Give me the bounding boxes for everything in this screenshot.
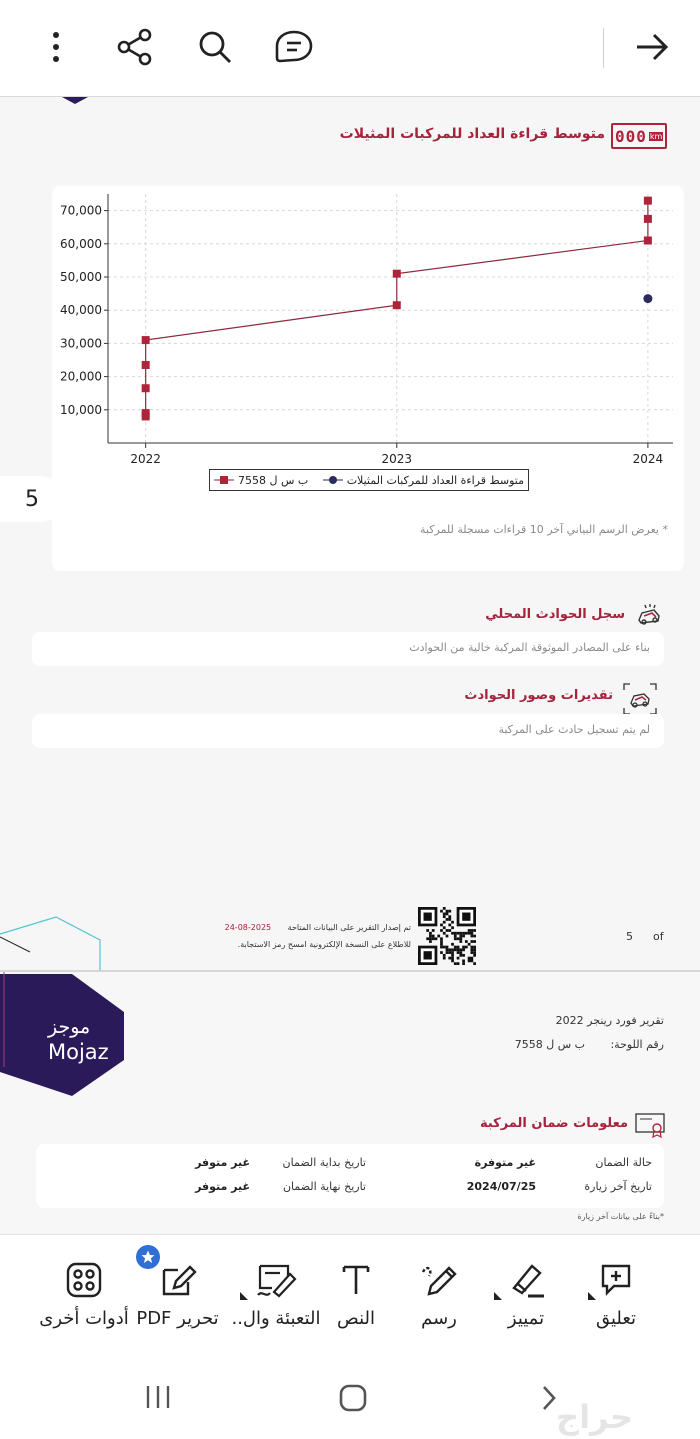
chart-footnote: * يعرض الرسم البياني آخر 10 قراءات مسجلة للمركبة xyxy=(420,523,668,536)
warranty-end-value: غير متوفر xyxy=(195,1180,250,1193)
report-page-6 xyxy=(0,972,700,1234)
tool-edit-pdf-label: تحرير PDF xyxy=(136,1308,219,1329)
edit-pdf-icon xyxy=(158,1262,198,1298)
local-accidents-card xyxy=(32,632,664,666)
logo-text-ar: موجز xyxy=(48,1016,91,1038)
data-point-plate xyxy=(644,197,652,205)
y-tick-label: 20,000 xyxy=(60,369,102,384)
tool-highlight[interactable] xyxy=(495,1262,557,1342)
tool-text-label: النص xyxy=(337,1308,375,1329)
premium-star-badge xyxy=(136,1245,160,1269)
search-icon[interactable] xyxy=(193,24,237,70)
data-point-plate xyxy=(644,236,652,244)
data-point-plate xyxy=(393,270,401,278)
text-icon xyxy=(340,1262,372,1298)
accident-estimates-card xyxy=(32,714,664,748)
last-visit-label: تاريخ آخر زيارة xyxy=(584,1180,652,1193)
home-icon[interactable] xyxy=(338,1383,368,1413)
x-tick-label: 2022 xyxy=(130,452,161,466)
data-point-plate xyxy=(644,215,652,223)
accident-estimates-text: لم يتم تسجيل حادث على المركبة xyxy=(498,723,650,736)
local-accidents-title: سجل الحوادث المحلي xyxy=(485,607,625,622)
tool-highlight-label: تمييز xyxy=(507,1308,545,1329)
top-app-bar xyxy=(0,0,700,97)
page-corner-mark xyxy=(62,97,88,105)
star-icon xyxy=(141,1250,155,1264)
toolbar-divider xyxy=(603,28,604,68)
report-date: 2025-08-24 xyxy=(224,923,272,932)
data-point-plate xyxy=(142,361,150,369)
recents-icon[interactable] xyxy=(144,1384,172,1410)
page-indicator[interactable]: 5 xyxy=(0,476,64,522)
pen-icon xyxy=(419,1262,459,1298)
decorative-hexagons xyxy=(0,912,110,972)
tool-text[interactable] xyxy=(325,1262,387,1342)
tool-more-tools-label: أدوات أخرى xyxy=(39,1308,129,1329)
expand-indicator-icon xyxy=(494,1292,502,1300)
accident-estimates-title: تقديرات وصور الحوادث xyxy=(464,688,613,703)
tool-comment[interactable] xyxy=(585,1262,647,1342)
add-comment-icon xyxy=(598,1262,634,1298)
data-point-plate xyxy=(142,409,150,417)
tool-more-tools[interactable] xyxy=(38,1262,130,1342)
warranty-start-label: تاريخ بداية الضمان xyxy=(282,1156,366,1169)
footer-of-label: of xyxy=(653,930,664,943)
tool-fill-sign[interactable] xyxy=(226,1262,326,1342)
y-tick-label: 50,000 xyxy=(60,270,102,284)
report-issue-text: تم إصدار التقرير على البيانات المتاحة xyxy=(287,923,411,932)
legend-label-plate: ب س ل 7558 xyxy=(238,473,309,487)
warranty-status-value: غير متوفرة xyxy=(474,1156,536,1169)
car-crash-icon xyxy=(636,602,662,628)
system-nav-bar xyxy=(0,1354,700,1439)
x-tick-label: 2024 xyxy=(632,452,664,466)
report-page-5 xyxy=(0,97,700,972)
accident-photo-icon xyxy=(622,682,658,716)
y-tick-label: 40,000 xyxy=(60,303,102,318)
legend-item-plate xyxy=(210,474,308,487)
data-point-plate xyxy=(393,301,401,309)
plate-row xyxy=(400,1038,664,1051)
chart-legend xyxy=(209,469,529,491)
plate-value: ب س ل 7558 xyxy=(514,1038,585,1051)
tool-draw-label: رسم xyxy=(421,1308,457,1329)
watermark: حراج xyxy=(556,1398,633,1436)
warranty-start-value: غير متوفر xyxy=(195,1156,250,1169)
tool-fill-sign-label: التعبئة وال.. xyxy=(231,1308,321,1329)
legend-label-average: متوسط قراءة العداد للمركبات المثيلات xyxy=(346,473,524,487)
qr-instruction: للاطلاع على النسخة الإلكترونية امسح رمز الاستجابة. xyxy=(237,940,411,949)
mileage-chart xyxy=(52,186,684,506)
fill-sign-icon xyxy=(254,1262,298,1298)
x-tick-label: 2023 xyxy=(381,452,413,466)
data-point-plate xyxy=(142,336,150,344)
y-tick-label: 60,000 xyxy=(60,236,102,251)
warranty-card xyxy=(36,1144,664,1208)
back-arrow-icon[interactable] xyxy=(630,24,674,70)
odometer-digits: 000 xyxy=(615,126,647,146)
certificate-icon xyxy=(635,1112,665,1138)
footer-page-number: 5 xyxy=(626,930,633,943)
logo-text-en: Mojaz xyxy=(48,1040,109,1064)
local-accidents-text: بناء على المصادر الموثوقة المركبة خالية من الحوادث xyxy=(409,641,650,654)
y-tick-label: 10,000 xyxy=(60,402,102,417)
odometer-unit: km xyxy=(649,131,663,141)
warranty-title: معلومات ضمان المركبة xyxy=(479,1116,628,1131)
mileage-section-title: متوسط قراءة العداد للمركبات المثيلات xyxy=(339,126,605,142)
warranty-status-label: حالة الضمان xyxy=(595,1156,652,1169)
plate-label: رقم اللوحة: xyxy=(610,1038,664,1051)
qr-code[interactable] xyxy=(418,907,476,965)
highlighter-icon xyxy=(506,1262,546,1298)
expand-indicator-icon xyxy=(588,1292,596,1300)
mileage-chart-card xyxy=(52,186,684,571)
odometer-icon xyxy=(611,123,667,149)
tool-draw[interactable] xyxy=(408,1262,470,1342)
tool-edit-pdf[interactable] xyxy=(130,1262,225,1342)
legend-item-average xyxy=(323,474,528,487)
grid-apps-icon xyxy=(66,1262,102,1298)
share-icon[interactable] xyxy=(113,24,157,70)
warranty-end-label: تاريخ نهاية الضمان xyxy=(282,1180,366,1193)
more-vert-icon[interactable] xyxy=(34,24,78,70)
report-title: تقرير فورد رينجر 2022 xyxy=(555,1014,664,1027)
data-point-average xyxy=(643,294,652,303)
tool-comment-label: تعليق xyxy=(595,1308,637,1329)
y-tick-label: 30,000 xyxy=(60,336,102,351)
comment-icon[interactable] xyxy=(272,24,316,70)
warranty-note: *بناءً على بيانات آخر زيارة xyxy=(577,1212,664,1221)
data-point-plate xyxy=(142,384,150,392)
y-tick-label: 70,000 xyxy=(60,203,102,218)
expand-indicator-icon xyxy=(240,1292,248,1300)
last-visit-value: 2024/07/25 xyxy=(466,1180,536,1193)
